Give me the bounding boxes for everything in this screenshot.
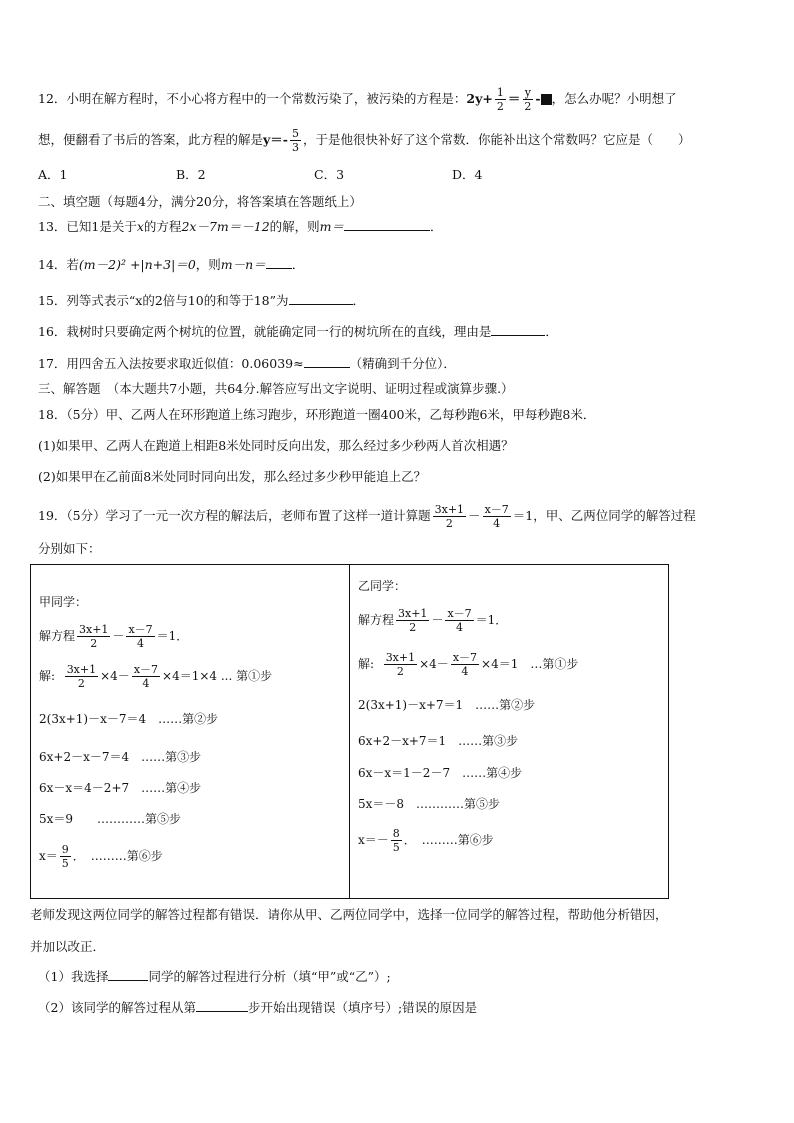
jia-step2: 2(3x+1)－x－7＝4 ……第②步 bbox=[39, 712, 219, 726]
answer-blank[interactable] bbox=[266, 256, 292, 269]
answer-blank[interactable] bbox=[108, 968, 148, 981]
yi-step4: 6x－x＝1－2－7 ……第④步 bbox=[358, 766, 523, 780]
section-3-heading: 三、解答题 （本大题共7小题，共64分.解答应写出文字说明、证明过程或演算步骤.） bbox=[38, 381, 514, 396]
jia-step1: 解: $\frac{3x+1}{2}$ ×4－ $\frac{x-7}{4}$ ×4＝1×4 ... 第①步 bbox=[39, 663, 273, 690]
q19-line2: 分别如下： bbox=[38, 541, 101, 556]
part1-choice: （1）我选择 同学的解答过程进行分析（填“甲”或“乙”）; bbox=[38, 969, 391, 984]
fraction: $\frac{y}{2}$ bbox=[524, 86, 532, 113]
solutions-table bbox=[30, 564, 669, 899]
ink-blot-icon bbox=[541, 94, 552, 105]
q15: 15．列等式表示“x的2倍与10的和等于18”为 ． bbox=[38, 293, 366, 308]
q18-main: 18．（5分）甲、乙两人在环形跑道上练习跑步，环形跑道一圈400米，乙每秒跑6米，甲每秒跑8米． bbox=[38, 407, 596, 422]
q16: 16．栽树时只要确定两个树坑的位置，就能确定同一行的树坑所在的直线，理由是 ． bbox=[38, 324, 558, 339]
teacher-note-line1: 老师发现这两位同学的解答过程都有错误．请你从甲、乙两位同学中，选择一位同学的解答过程，帮助他分析错因， bbox=[30, 907, 668, 922]
column-divider bbox=[349, 565, 350, 898]
yi-problem: 解方程 $\frac{3x+1}{2}$ － $\frac{x-7}{4}$ ＝1． bbox=[358, 607, 508, 634]
option-d: D．4 bbox=[452, 167, 483, 182]
jia-step4: 6x－x＝4－2+7 ……第④步 bbox=[39, 781, 202, 795]
yi-step6: x＝－ $\frac{8}{5}$ ． ………第⑥步 bbox=[358, 827, 494, 854]
answer-blank[interactable] bbox=[491, 323, 545, 336]
option-a: A．1 bbox=[38, 167, 68, 182]
fraction: $\frac{1}{2}$ bbox=[496, 86, 504, 113]
teacher-note-line2: 并加以改正． bbox=[30, 939, 106, 954]
answer-blank[interactable] bbox=[196, 999, 248, 1012]
yi-step2: 2(3x+1)－x+7＝1 ……第②步 bbox=[358, 698, 536, 712]
option-b: B．2 bbox=[176, 167, 206, 182]
answer-blank[interactable] bbox=[344, 218, 430, 231]
q19-line1: 19．（5分）学习了一元一次方程的解法后，老师布置了这样一道计算题 $\frac{3x+1}{2}$ － $\frac{x-7}{4}$ ＝1，甲、乙两位同学的解答过程 bbox=[38, 503, 696, 530]
answer-blank[interactable] bbox=[289, 292, 353, 305]
q12-options bbox=[38, 166, 482, 184]
q12-line1: 12．小明在解方程时，不小心将方程中的一个常数污染了，被污染的方程是：2y+ $\frac{1}{2}$ ＝ $\frac{y}{2}$ - ，怎么办呢？小明想了 bbox=[38, 86, 677, 113]
yi-step5: 5x＝－8 …………第⑤步 bbox=[358, 797, 501, 811]
yi-step1: 解: $\frac{3x+1}{2}$ ×4－ $\frac{x-7}{4}$ ×4＝1 …第①步 bbox=[358, 651, 579, 678]
q13: 13．已知1是关于x的方程2x－7m＝－12的解，则m＝ ． bbox=[38, 219, 443, 234]
q17: 17．用四舍五入法按要求取近似值：0.06039≈ （精确到千分位）． bbox=[38, 356, 456, 371]
q18-part1: (1)如果甲、乙两人在跑道上相距8米处同时反向出发，那么经过多少秒两人首次相遇？ bbox=[38, 438, 514, 453]
jia-title: 甲同学： bbox=[39, 595, 88, 609]
q14: 14．若(m－2)² +|n+3|＝0，则m－n＝ ． bbox=[38, 257, 305, 272]
section-2-heading: 二、填空题（每题4分，满分20分，将答案填在答题纸上） bbox=[38, 194, 362, 209]
fraction: $\frac{x-7}{4}$ bbox=[484, 503, 509, 530]
fraction: $\frac{3x+1}{2}$ bbox=[434, 503, 465, 530]
option-c: C．3 bbox=[314, 167, 345, 182]
answer-blank[interactable] bbox=[304, 355, 350, 368]
q18-part2: (2)如果甲在乙前面8米处同时同向出发，那么经过多少秒甲能追上乙？ bbox=[38, 469, 427, 484]
yi-step3: 6x+2－x+7＝1 ……第③步 bbox=[358, 734, 519, 748]
part2-step: （2）该同学的解答过程从第 步开始出现错误（填序号）;错误的原因是 bbox=[38, 1000, 478, 1015]
fraction: $\frac{5}{3}$ bbox=[291, 127, 299, 154]
jia-step6: x＝ $\frac{9}{5}$ ． ………第⑥步 bbox=[39, 843, 163, 870]
jia-step3: 6x+2－x－7＝4 ……第③步 bbox=[39, 750, 202, 764]
jia-step5: 5x＝9 …………第⑤步 bbox=[39, 812, 182, 826]
q12-line2: 想，便翻看了书后的答案，此方程的解是y＝- $\frac{5}{3}$ ，于是他很快补好了这个常数．你能补出这个常数吗？它应是（ ） bbox=[38, 127, 691, 154]
yi-title: 乙同学： bbox=[358, 579, 407, 593]
jia-problem: 解方程 $\frac{3x+1}{2}$ － $\frac{x-7}{4}$ ＝1． bbox=[39, 623, 189, 650]
